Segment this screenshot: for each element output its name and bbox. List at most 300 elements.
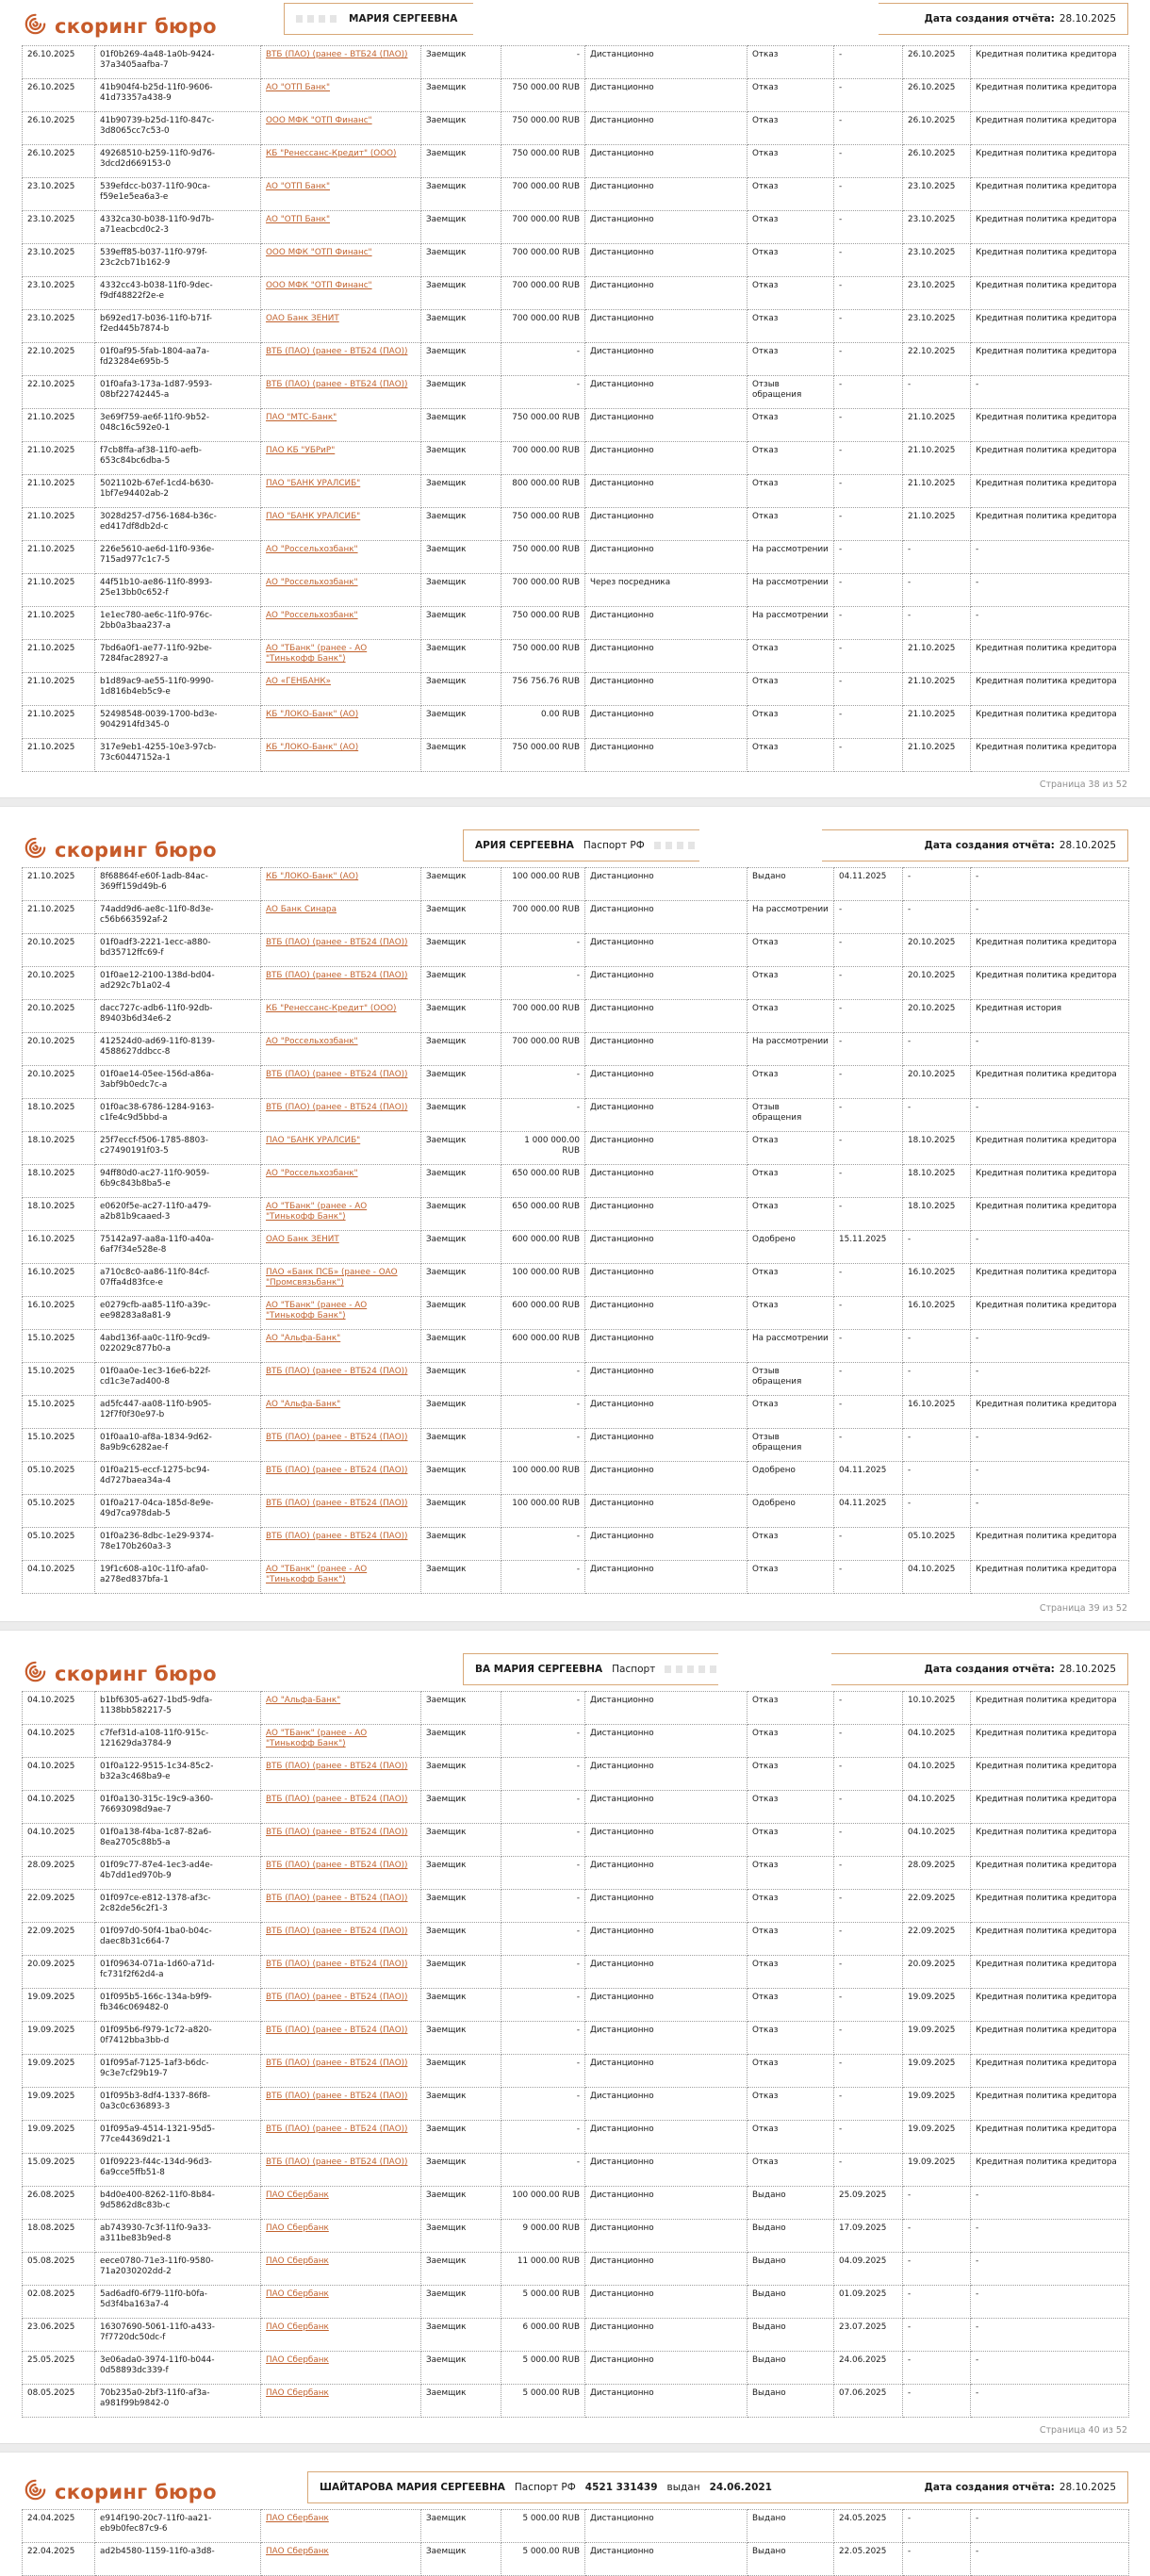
role-cell: Заемщик — [421, 868, 501, 901]
table-row — [23, 2385, 1129, 2418]
redaction-patch — [699, 828, 822, 863]
creditor-link[interactable]: ПАО «Банк ПСБ» (ранее - ОАО "Промсвязьбанк") — [266, 1268, 398, 1288]
creditor-link[interactable]: АО "ТБанк" (ранее - АО "Тинькофф Банк") — [266, 644, 368, 665]
channel-cell: Дистанционно — [585, 706, 748, 739]
table-row — [23, 475, 1129, 508]
inquiry-date-cell: 18.08.2025 — [23, 2220, 95, 2253]
refusal-date-cell: 22.09.2025 — [903, 1923, 971, 1956]
role-cell: Заемщик — [421, 79, 501, 112]
refusal-date-cell: 04.10.2025 — [903, 1725, 971, 1758]
creditor-link[interactable]: ПАО Сбербанк — [266, 2322, 329, 2332]
issue-date-cell: - — [834, 1429, 903, 1462]
status-cell: Отказ — [748, 46, 834, 79]
creditor-cell — [261, 1528, 421, 1561]
issue-date-cell: - — [834, 2055, 903, 2088]
page-header — [0, 0, 1150, 45]
refusal-reason-cell: Кредитная политика кредитора — [971, 244, 1129, 277]
creditor-link[interactable]: ВТБ (ПАО) (ранее - ВТБ24 (ПАО)) — [266, 1367, 408, 1376]
inquiry-date-cell: 21.10.2025 — [23, 508, 95, 541]
table-row — [23, 310, 1129, 343]
creditor-link[interactable]: ВТБ (ПАО) (ранее - ВТБ24 (ПАО)) — [266, 1828, 408, 1837]
amount-cell: 700 000.00 RUB — [501, 244, 585, 277]
role-cell: Заемщик — [421, 2187, 501, 2220]
creditor-link[interactable]: АО "Россельхозбанк" — [266, 611, 358, 620]
creditor-link[interactable]: ВТБ (ПАО) (ранее - ВТБ24 (ПАО)) — [266, 2059, 408, 2068]
issue-date-cell: 23.07.2025 — [834, 2319, 903, 2352]
brand-logo — [23, 2477, 217, 2506]
creditor-cell — [261, 343, 421, 376]
channel-cell: Дистанционно — [585, 79, 748, 112]
creditor-link[interactable]: АО "Россельхозбанк" — [266, 1169, 358, 1178]
inquiry-id-cell: 412524d0-ad69-11f0-8139-4588627ddbcc-8 — [95, 1033, 261, 1066]
issue-date-cell: - — [834, 1561, 903, 1594]
inquiry-id-cell: 19f1c608-a10c-11f0-afa0-a278ed837bfa-1 — [95, 1561, 261, 1594]
role-cell: Заемщик — [421, 1198, 501, 1231]
amount-cell: - — [501, 46, 585, 79]
refusal-reason-cell: - — [971, 607, 1129, 640]
refusal-date-cell: - — [903, 2510, 971, 2543]
creditor-link[interactable]: ПАО Сбербанк — [266, 2547, 329, 2556]
creditor-link[interactable]: ВТБ (ПАО) (ранее - ВТБ24 (ПАО)) — [266, 2026, 408, 2035]
brand-name: скоринг бюро — [55, 1662, 217, 1685]
role-cell: Заемщик — [421, 901, 501, 934]
creditor-link[interactable]: ВТБ (ПАО) (ранее - ВТБ24 (ПАО)) — [266, 2158, 408, 2167]
channel-cell: Дистанционно — [585, 2510, 748, 2543]
table-row — [23, 1066, 1129, 1099]
refusal-date-cell: 10.10.2025 — [903, 1692, 971, 1725]
creditor-cell — [261, 1923, 421, 1956]
status-cell: Отказ — [748, 112, 834, 145]
inquiry-id-cell: 41b90739-b25d-11f0-847c-3d8065cc7c53-0 — [95, 112, 261, 145]
report-date-group — [924, 13, 1116, 25]
creditor-link[interactable]: ВТБ (ПАО) (ранее - ВТБ24 (ПАО)) — [266, 50, 408, 59]
status-cell: На рассмотрении — [748, 901, 834, 934]
table-row — [23, 2088, 1129, 2121]
inquiry-id-cell: b692ed17-b036-11f0-b71f-f2ed445b7874-b — [95, 310, 261, 343]
creditor-link[interactable]: ПАО Сбербанк — [266, 2256, 329, 2266]
issue-date-cell: - — [834, 46, 903, 79]
status-cell: Выдано — [748, 2220, 834, 2253]
creditor-link[interactable]: ВТБ (ПАО) (ранее - ВТБ24 (ПАО)) — [266, 1762, 408, 1771]
creditor-link[interactable]: АО "Россельхозбанк" — [266, 545, 358, 554]
creditor-link[interactable]: ПАО "МТС-Банк" — [266, 413, 337, 422]
creditor-link[interactable]: ВТБ (ПАО) (ранее - ВТБ24 (ПАО)) — [266, 1499, 408, 1508]
status-cell: Отказ — [748, 1725, 834, 1758]
role-cell: Заемщик — [421, 934, 501, 967]
status-cell: Отказ — [748, 211, 834, 244]
creditor-link[interactable]: ВТБ (ПАО) (ранее - ВТБ24 (ПАО)) — [266, 938, 408, 947]
channel-cell: Дистанционно — [585, 310, 748, 343]
creditor-link[interactable]: АО «ГЕНБАНК» — [266, 677, 331, 686]
creditor-link[interactable]: ПАО "БАНК УРАЛСИБ" — [266, 512, 361, 521]
creditor-link[interactable]: АО "Альфа-Банк" — [266, 1334, 341, 1343]
inquiry-id-cell: 01f095b5-166c-134a-b9f9-fb346c069482-0 — [95, 1989, 261, 2022]
creditor-link[interactable]: ВТБ (ПАО) (ранее - ВТБ24 (ПАО)) — [266, 347, 408, 356]
brand-name: скоринг бюро — [55, 14, 217, 38]
amount-cell: - — [501, 1561, 585, 1594]
creditor-link[interactable]: ОАО Банк ЗЕНИТ — [266, 314, 339, 323]
inquiry-id-cell: ad5fc447-aa08-11f0-b905-12f7f0f30e97-b — [95, 1396, 261, 1429]
role-cell: Заемщик — [421, 607, 501, 640]
refusal-date-cell: 23.10.2025 — [903, 178, 971, 211]
refusal-reason-cell: - — [971, 1363, 1129, 1396]
creditor-link[interactable]: ВТБ (ПАО) (ранее - ВТБ24 (ПАО)) — [266, 2125, 408, 2134]
inquiry-date-cell: 21.10.2025 — [23, 541, 95, 574]
channel-cell: Дистанционно — [585, 1396, 748, 1429]
channel-cell: Дистанционно — [585, 1330, 748, 1363]
creditor-link[interactable]: ООО МФК "ОТП Финанс" — [266, 281, 372, 290]
report-date-value: 28.10.2025 — [1059, 2482, 1116, 2493]
channel-cell: Дистанционно — [585, 1066, 748, 1099]
refusal-reason-cell: Кредитная политика кредитора — [971, 706, 1129, 739]
amount-cell: 600 000.00 RUB — [501, 1297, 585, 1330]
creditor-link[interactable]: АО "Альфа-Банк" — [266, 1696, 341, 1705]
status-cell: Отказ — [748, 934, 834, 967]
channel-cell: Дистанционно — [585, 1297, 748, 1330]
issue-date-cell: - — [834, 1363, 903, 1396]
channel-cell: Дистанционно — [585, 739, 748, 772]
creditor-link[interactable]: ПАО Сбербанк — [266, 2223, 329, 2233]
role-cell: Заемщик — [421, 2253, 501, 2286]
issue-date-cell: - — [834, 1956, 903, 1989]
inquiry-date-cell: 21.10.2025 — [23, 409, 95, 442]
inquiry-id-cell: 01f0a122-9515-1c34-85c2-b32a3c468ba9-e — [95, 1758, 261, 1791]
creditor-link[interactable]: ПАО Сбербанк — [266, 2355, 329, 2365]
status-cell: Отказ — [748, 343, 834, 376]
inquiry-date-cell: 22.04.2025 — [23, 2543, 95, 2576]
refusal-date-cell: 19.09.2025 — [903, 2055, 971, 2088]
refusal-date-cell: 26.10.2025 — [903, 46, 971, 79]
role-cell: Заемщик — [421, 1429, 501, 1462]
inquiry-id-cell: e0620f5e-ac27-11f0-a479-a2b81b9caaed-3 — [95, 1198, 261, 1231]
creditor-link[interactable]: ПАО КБ "УБРиР" — [266, 446, 336, 455]
inquiry-id-cell: ad2b4580-1159-11f0-a3d8- — [95, 2543, 261, 2576]
status-cell: Отказ — [748, 1000, 834, 1033]
table-row — [23, 1791, 1129, 1824]
inquiry-id-cell: 01f09c77-87e4-1ec3-ad4e-4b7dd1ed970b-9 — [95, 1857, 261, 1890]
inquiry-id-cell: 16307690-5061-11f0-a433-7f7720dc50dc-f — [95, 2319, 261, 2352]
creditor-cell — [261, 2385, 421, 2418]
role-cell: Заемщик — [421, 1396, 501, 1429]
creditor-link[interactable]: ВТБ (ПАО) (ранее - ВТБ24 (ПАО)) — [266, 1861, 408, 1870]
refusal-reason-cell: Кредитная политика кредитора — [971, 310, 1129, 343]
inquiry-id-cell: 01f0ac38-6786-1284-9163-c1fe4c9d5bbd-a — [95, 1099, 261, 1132]
table-row — [23, 1890, 1129, 1923]
creditor-link[interactable]: КБ "ЛОКО-Банк" (АО) — [266, 743, 359, 752]
amount-cell: - — [501, 1099, 585, 1132]
table-row — [23, 1429, 1129, 1462]
creditor-link[interactable]: ПАО "БАНК УРАЛСИБ" — [266, 1136, 361, 1145]
creditor-link[interactable]: АО "ТБанк" (ранее - АО "Тинькофф Банк") — [266, 1729, 368, 1749]
inquiry-date-cell: 21.10.2025 — [23, 901, 95, 934]
inquiry-id-cell: 01f095af-7125-1af3-b6dc-9c3e7cf29b19-7 — [95, 2055, 261, 2088]
page-separator — [0, 2443, 1150, 2453]
creditor-cell — [261, 1033, 421, 1066]
channel-cell: Дистанционно — [585, 1429, 748, 1462]
status-cell: Отказ — [748, 1066, 834, 1099]
creditor-link[interactable]: КБ "Ренессанс-Кредит" (ООО) — [266, 149, 397, 158]
issue-date-cell: - — [834, 706, 903, 739]
status-cell: Отказ — [748, 2022, 834, 2055]
refusal-reason-cell: Кредитная политика кредитора — [971, 1923, 1129, 1956]
creditor-link[interactable]: ВТБ (ПАО) (ранее - ВТБ24 (ПАО)) — [266, 1433, 408, 1442]
creditor-cell — [261, 2022, 421, 2055]
inquiry-date-cell: 15.10.2025 — [23, 1429, 95, 1462]
creditor-cell — [261, 178, 421, 211]
amount-cell: - — [501, 1758, 585, 1791]
inquiry-date-cell: 20.10.2025 — [23, 1000, 95, 1033]
inquiry-id-cell: 01f09223-f44c-134d-96d3-6a9cce5ffb51-8 — [95, 2154, 261, 2187]
channel-cell: Дистанционно — [585, 277, 748, 310]
inquiry-date-cell: 21.10.2025 — [23, 607, 95, 640]
refusal-date-cell: - — [903, 2286, 971, 2319]
creditor-link[interactable]: ПАО Сбербанк — [266, 2190, 329, 2200]
role-cell: Заемщик — [421, 1165, 501, 1198]
channel-cell: Дистанционно — [585, 409, 748, 442]
amount-cell: 756 756.76 RUB — [501, 673, 585, 706]
issue-date-cell: - — [834, 1132, 903, 1165]
amount-cell: 750 000.00 RUB — [501, 541, 585, 574]
page-header — [0, 807, 1150, 867]
creditor-link[interactable]: ВТБ (ПАО) (ранее - ВТБ24 (ПАО)) — [266, 1894, 408, 1903]
table-row — [23, 673, 1129, 706]
creditor-link[interactable]: ОАО Банк ЗЕНИТ — [266, 1235, 339, 1244]
creditor-link[interactable]: АО "ТБанк" (ранее - АО "Тинькофф Банк") — [266, 1565, 368, 1585]
inquiry-id-cell: e914f190-20c7-11f0-aa21-eb9b0fec87c9-6 — [95, 2510, 261, 2543]
table-row — [23, 1099, 1129, 1132]
creditor-link[interactable]: ПАО Сбербанк — [266, 2289, 329, 2299]
creditor-link[interactable]: АО "ОТП Банк" — [266, 182, 331, 191]
issue-date-cell: - — [834, 1989, 903, 2022]
inquiry-id-cell: 01f0afa3-173a-1d87-9593-08bf22742445-a — [95, 376, 261, 409]
inquiry-id-cell: 5ad6adf0-6f79-11f0-b0fa-5d3f4ba163a7-4 — [95, 2286, 261, 2319]
creditor-cell — [261, 112, 421, 145]
page-number: Страница 40 из 52 — [1039, 2425, 1127, 2436]
refusal-reason-cell: Кредитная политика кредитора — [971, 442, 1129, 475]
inquiry-date-cell: 05.10.2025 — [23, 1528, 95, 1561]
refusal-reason-cell: Кредитная политика кредитора — [971, 1890, 1129, 1923]
issue-date-cell: - — [834, 934, 903, 967]
channel-cell: Дистанционно — [585, 1857, 748, 1890]
status-cell: Отказ — [748, 1396, 834, 1429]
channel-cell: Дистанционно — [585, 2385, 748, 2418]
refusal-reason-cell: - — [971, 2352, 1129, 2385]
refusal-reason-cell: - — [971, 2543, 1129, 2576]
refusal-date-cell: 18.10.2025 — [903, 1198, 971, 1231]
creditor-link[interactable]: АО "Альфа-Банк" — [266, 1400, 341, 1409]
refusal-reason-cell: Кредитная политика кредитора — [971, 409, 1129, 442]
refusal-reason-cell: - — [971, 1330, 1129, 1363]
table-row — [23, 1000, 1129, 1033]
refusal-date-cell: 21.10.2025 — [903, 640, 971, 673]
amount-cell: 6 000.00 RUB — [501, 2319, 585, 2352]
issue-date-cell: - — [834, 1528, 903, 1561]
refusal-reason-cell: Кредитная политика кредитора — [971, 211, 1129, 244]
creditor-link[interactable]: АО "Россельхозбанк" — [266, 1037, 358, 1046]
status-cell: Отказ — [748, 178, 834, 211]
refusal-reason-cell: Кредитная политика кредитора — [971, 1791, 1129, 1824]
amount-cell: 750 000.00 RUB — [501, 739, 585, 772]
refusal-date-cell: 04.10.2025 — [903, 1824, 971, 1857]
status-cell: Отказ — [748, 1165, 834, 1198]
creditor-cell — [261, 1132, 421, 1165]
page-number: Страница 38 из 52 — [1039, 779, 1127, 790]
creditor-link[interactable]: ВТБ (ПАО) (ранее - ВТБ24 (ПАО)) — [266, 380, 408, 389]
role-cell: Заемщик — [421, 2385, 501, 2418]
inquiry-date-cell: 21.10.2025 — [23, 640, 95, 673]
creditor-link[interactable]: ПАО "БАНК УРАЛСИБ" — [266, 479, 361, 488]
status-cell: Отказ — [748, 475, 834, 508]
table-row — [23, 112, 1129, 145]
creditor-link[interactable]: АО "ТБанк" (ранее - АО "Тинькофф Банк") — [266, 1202, 368, 1222]
inquiry-date-cell: 19.09.2025 — [23, 2121, 95, 2154]
refusal-date-cell: 21.10.2025 — [903, 739, 971, 772]
status-cell: Отказ — [748, 1923, 834, 1956]
table-row — [23, 706, 1129, 739]
creditor-link[interactable]: ВТБ (ПАО) (ранее - ВТБ24 (ПАО)) — [266, 2092, 408, 2101]
role-cell: Заемщик — [421, 1528, 501, 1561]
issue-date-cell: 04.11.2025 — [834, 1495, 903, 1528]
inquiry-date-cell: 26.10.2025 — [23, 79, 95, 112]
creditor-link[interactable]: ВТБ (ПАО) (ранее - ВТБ24 (ПАО)) — [266, 1466, 408, 1475]
role-cell: Заемщик — [421, 1363, 501, 1396]
channel-cell: Дистанционно — [585, 1231, 748, 1264]
inquiry-id-cell: 01f0ae14-05ee-156d-a86a-3abf9b0edc7c-a — [95, 1066, 261, 1099]
refusal-date-cell: - — [903, 1363, 971, 1396]
channel-cell: Дистанционно — [585, 343, 748, 376]
channel-cell: Дистанционно — [585, 1956, 748, 1989]
creditor-link[interactable]: ООО МФК "ОТП Финанс" — [266, 248, 372, 257]
issue-date-cell: - — [834, 1857, 903, 1890]
refusal-date-cell: 21.10.2025 — [903, 475, 971, 508]
amount-cell: 700 000.00 RUB — [501, 211, 585, 244]
amount-cell: 750 000.00 RUB — [501, 145, 585, 178]
inquiry-id-cell: 4332ca30-b038-11f0-9d7b-a71eacbcd0c2-3 — [95, 211, 261, 244]
status-cell: Выдано — [748, 2510, 834, 2543]
creditor-link[interactable]: АО "ТБанк" (ранее - АО "Тинькофф Банк") — [266, 1301, 368, 1321]
fingerprint-spiral-icon — [23, 1659, 48, 1688]
amount-cell: 600 000.00 RUB — [501, 1330, 585, 1363]
creditor-cell — [261, 607, 421, 640]
passport-label: Паспорт РФ — [514, 2482, 576, 2493]
inquiry-date-cell: 16.10.2025 — [23, 1231, 95, 1264]
creditor-link[interactable]: ВТБ (ПАО) (ранее - ВТБ24 (ПАО)) — [266, 1927, 408, 1936]
amount-cell: 700 000.00 RUB — [501, 574, 585, 607]
creditor-link[interactable]: АО "ОТП Банк" — [266, 215, 331, 224]
refusal-date-cell: 21.10.2025 — [903, 409, 971, 442]
role-cell: Заемщик — [421, 310, 501, 343]
issue-date-cell: - — [834, 310, 903, 343]
refusal-reason-cell: Кредитная политика кредитора — [971, 277, 1129, 310]
amount-cell: - — [501, 2088, 585, 2121]
creditor-link[interactable]: КБ "ЛОКО-Банк" (АО) — [266, 710, 359, 719]
refusal-reason-cell: Кредитная политика кредитора — [971, 1264, 1129, 1297]
creditor-link[interactable]: ВТБ (ПАО) (ранее - ВТБ24 (ПАО)) — [266, 971, 408, 980]
refusal-date-cell: - — [903, 574, 971, 607]
creditor-link[interactable]: АО "ОТП Банк" — [266, 83, 331, 92]
creditor-link[interactable]: АО "Россельхозбанк" — [266, 578, 358, 587]
creditor-cell — [261, 1330, 421, 1363]
creditor-link[interactable]: ВТБ (ПАО) (ранее - ВТБ24 (ПАО)) — [266, 1993, 408, 2002]
creditor-link[interactable]: ВТБ (ПАО) (ранее - ВТБ24 (ПАО)) — [266, 1103, 408, 1112]
channel-cell: Дистанционно — [585, 967, 748, 1000]
creditor-cell — [261, 1165, 421, 1198]
issue-date-cell: - — [834, 2121, 903, 2154]
creditor-link[interactable]: ПАО Сбербанк — [266, 2514, 329, 2523]
status-cell: Отказ — [748, 1857, 834, 1890]
status-cell: Выдано — [748, 2253, 834, 2286]
creditor-cell — [261, 475, 421, 508]
inquiries-table — [22, 867, 1129, 1594]
creditor-link[interactable]: ВТБ (ПАО) (ранее - ВТБ24 (ПАО)) — [266, 1532, 408, 1541]
inquiry-date-cell: 20.10.2025 — [23, 1066, 95, 1099]
creditor-link[interactable]: КБ "ЛОКО-Банк" (АО) — [266, 872, 359, 881]
channel-cell: Дистанционно — [585, 1000, 748, 1033]
refusal-reason-cell: - — [971, 2385, 1129, 2418]
role-cell: Заемщик — [421, 112, 501, 145]
role-cell: Заемщик — [421, 2154, 501, 2187]
channel-cell: Дистанционно — [585, 1198, 748, 1231]
creditor-link[interactable]: ПАО Сбербанк — [266, 2388, 329, 2398]
creditor-link[interactable]: КБ "Ренессанс-Кредит" (ООО) — [266, 1004, 397, 1013]
subject-header-strip — [284, 3, 1128, 35]
subject-header-strip — [463, 1653, 1128, 1685]
issue-date-cell: - — [834, 1165, 903, 1198]
refusal-reason-cell: Кредитная политика кредитора — [971, 2055, 1129, 2088]
issue-date-cell: - — [834, 442, 903, 475]
inquiry-id-cell: b4d0e400-8262-11f0-8b84-9d5862d8c83b-c — [95, 2187, 261, 2220]
channel-cell: Дистанционно — [585, 1758, 748, 1791]
refusal-reason-cell: - — [971, 1033, 1129, 1066]
issue-date-cell: - — [834, 79, 903, 112]
inquiry-date-cell: 04.10.2025 — [23, 1758, 95, 1791]
issue-date-cell: - — [834, 2088, 903, 2121]
inquiry-date-cell: 04.10.2025 — [23, 1725, 95, 1758]
issue-date-cell: 15.11.2025 — [834, 1231, 903, 1264]
role-cell: Заемщик — [421, 409, 501, 442]
refusal-reason-cell: - — [971, 2187, 1129, 2220]
inquiry-id-cell: 01f0adf3-2221-1ecc-a880-bd35712ffc69-f — [95, 934, 261, 967]
refusal-date-cell: 26.10.2025 — [903, 79, 971, 112]
creditor-cell — [261, 2121, 421, 2154]
table-row — [23, 607, 1129, 640]
refusal-date-cell: 20.09.2025 — [903, 1956, 971, 1989]
refusal-reason-cell: Кредитная политика кредитора — [971, 2022, 1129, 2055]
creditor-link[interactable]: ВТБ (ПАО) (ранее - ВТБ24 (ПАО)) — [266, 1070, 408, 1079]
inquiry-date-cell: 26.10.2025 — [23, 145, 95, 178]
creditor-link[interactable]: ООО МФК "ОТП Финанс" — [266, 116, 372, 125]
channel-cell: Дистанционно — [585, 1791, 748, 1824]
creditor-link[interactable]: АО Банк Синара — [266, 905, 337, 914]
refusal-reason-cell: - — [971, 1462, 1129, 1495]
table-row — [23, 1824, 1129, 1857]
creditor-link[interactable]: ВТБ (ПАО) (ранее - ВТБ24 (ПАО)) — [266, 1960, 408, 1969]
refusal-reason-cell: Кредитная политика кредитора — [971, 1561, 1129, 1594]
status-cell: Отказ — [748, 1132, 834, 1165]
refusal-reason-cell: - — [971, 376, 1129, 409]
refusal-date-cell: 21.10.2025 — [903, 442, 971, 475]
creditor-cell — [261, 409, 421, 442]
inquiry-date-cell: 20.10.2025 — [23, 967, 95, 1000]
amount-cell: 5 000.00 RUB — [501, 2286, 585, 2319]
refusal-reason-cell: - — [971, 541, 1129, 574]
creditor-link[interactable]: ВТБ (ПАО) (ранее - ВТБ24 (ПАО)) — [266, 1795, 408, 1804]
fingerprint-spiral-icon — [23, 2477, 48, 2506]
amount-cell: 11 000.00 RUB — [501, 2253, 585, 2286]
issue-date-cell: 22.05.2025 — [834, 2543, 903, 2576]
status-cell: Отказ — [748, 2088, 834, 2121]
inquiry-date-cell: 05.10.2025 — [23, 1495, 95, 1528]
